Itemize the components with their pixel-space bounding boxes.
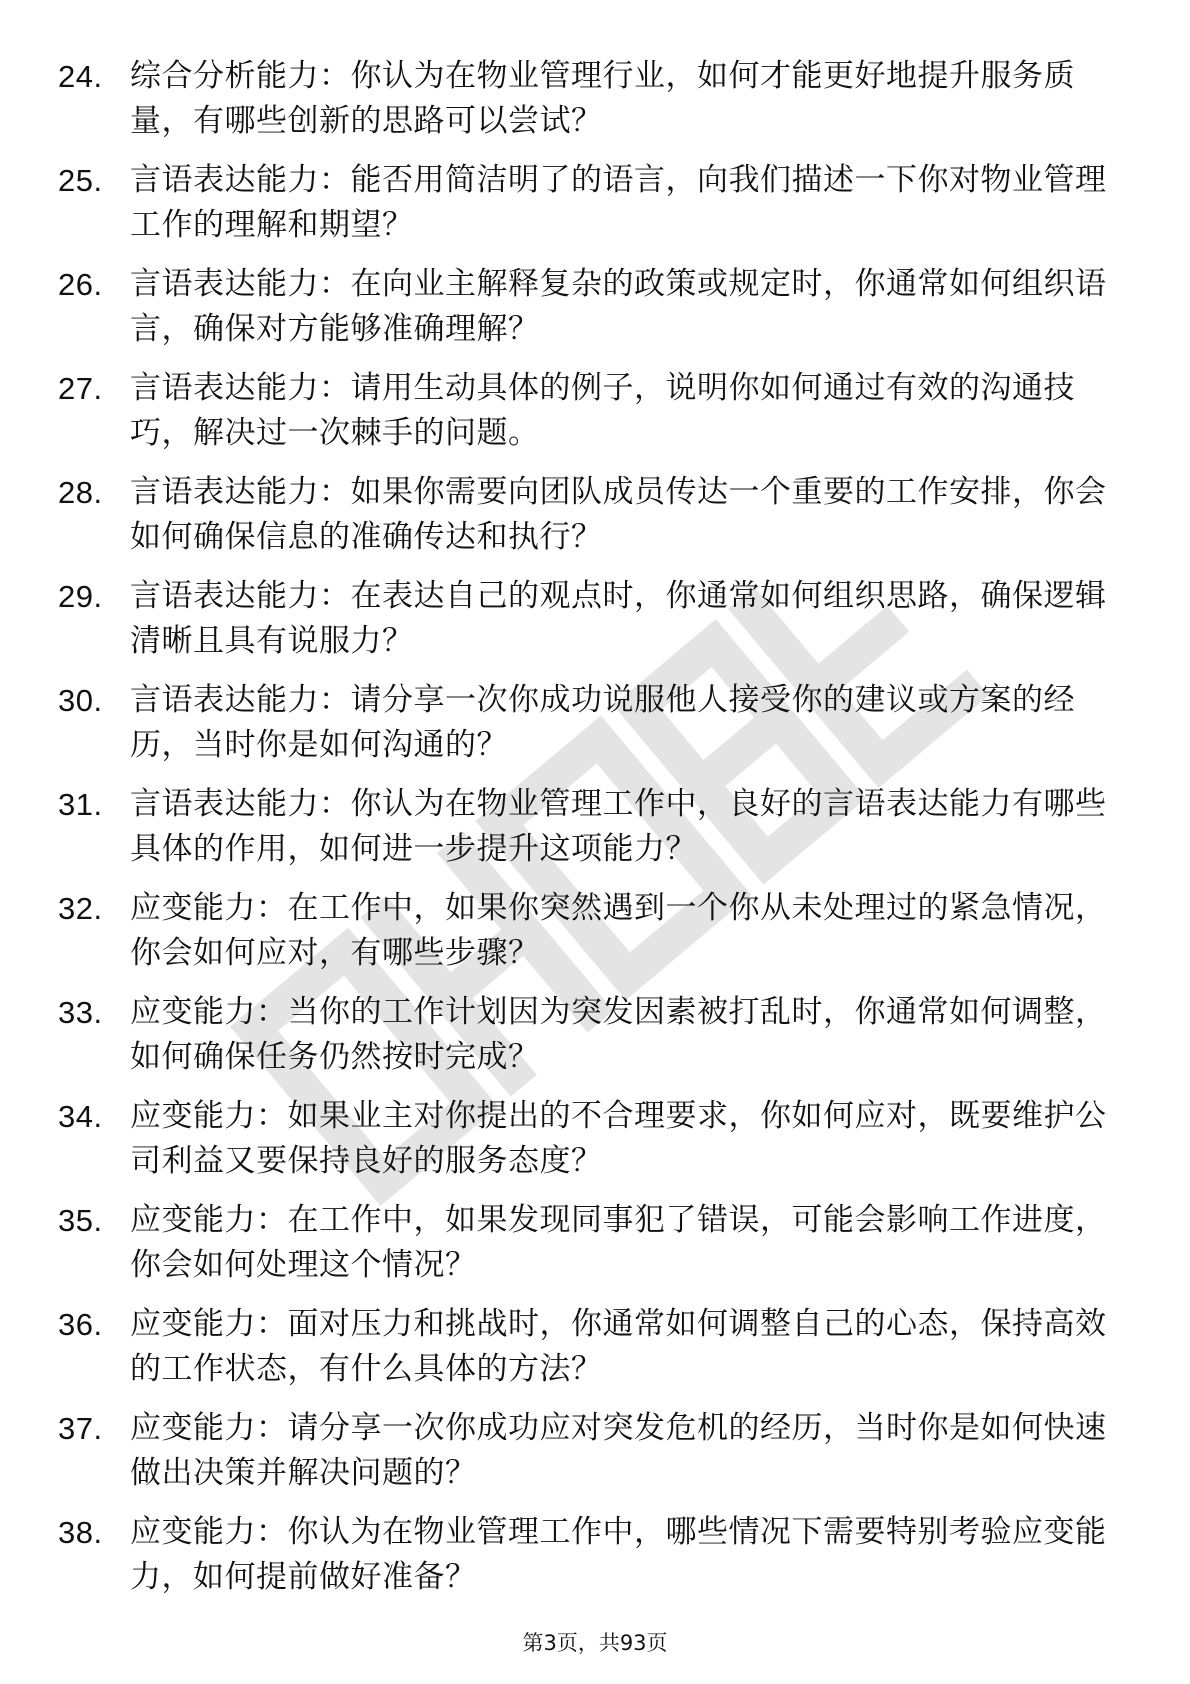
question-text: 应变能力：请分享一次你成功应对突发危机的经历，当时你是如何快速做出决策并解决问题的？ (130, 1410, 1107, 1491)
question-item (58, 1198, 1118, 1302)
question-number: 35. (58, 1203, 103, 1238)
question-number: 26. (58, 267, 103, 302)
question-text: 言语表达能力：在向业主解释复杂的政策或规定时，你通常如何组织语言，确保对方能够准确理解？ (130, 266, 1107, 347)
question-text: 应变能力：如果业主对你提出的不合理要求，你如何应对，既要维护公司利益又要保持良好的服务态度？ (130, 1098, 1107, 1179)
question-number: 33. (58, 995, 103, 1030)
question-item (58, 1094, 1118, 1198)
question-text: 应变能力：在工作中，如果发现同事犯了错误，可能会影响工作进度，你会如何处理这个情况？ (130, 1202, 1107, 1283)
question-item (58, 54, 1118, 158)
question-text: 综合分析能力：你认为在物业管理行业，如何才能更好地提升服务质量，有哪些创新的思路可以尝试？ (130, 58, 1075, 139)
question-item (58, 262, 1118, 366)
question-text: 言语表达能力：如果你需要向团队成员传达一个重要的工作安排，你会如何确保信息的准确传达和执行？ (130, 474, 1107, 555)
question-item (58, 470, 1118, 574)
question-number: 37. (58, 1411, 103, 1446)
question-number: 29. (58, 579, 103, 614)
question-text: 言语表达能力：请分享一次你成功说服他人接受你的建议或方案的经历，当时你是如何沟通的？ (130, 682, 1075, 763)
question-item (58, 1406, 1118, 1510)
question-text: 言语表达能力：请用生动具体的例子，说明你如何通过有效的沟通技巧，解决过一次棘手的问题。 (130, 370, 1075, 451)
question-text: 应变能力：在工作中，如果你突然遇到一个你从未处理过的紧急情况，你会如何应对，有哪些步骤？ (130, 890, 1107, 971)
question-number: 28. (58, 475, 103, 510)
question-text: 应变能力：你认为在物业管理工作中，哪些情况下需要特别考验应变能力，如何提前做好准备？ (130, 1514, 1107, 1595)
question-item (58, 990, 1118, 1094)
question-number: 32. (58, 891, 103, 926)
question-number: 31. (58, 787, 103, 822)
question-text: 言语表达能力：你认为在物业管理工作中，良好的言语表达能力有哪些具体的作用，如何进一步提升这项能力？ (130, 786, 1107, 867)
question-number: 38. (58, 1515, 103, 1550)
question-number: 36. (58, 1307, 103, 1342)
question-item (58, 782, 1118, 886)
question-list (58, 54, 1118, 1614)
question-text: 言语表达能力：在表达自己的观点时，你通常如何组织思路，确保逻辑清晰且具有说服力？ (130, 578, 1107, 659)
question-number: 25. (58, 163, 103, 198)
question-text: 应变能力：当你的工作计划因为突发因素被打乱时，你通常如何调整，如何确保任务仍然按时完成？ (130, 994, 1107, 1075)
question-number: 27. (58, 371, 103, 406)
question-number: 30. (58, 683, 103, 718)
question-item (58, 1302, 1118, 1406)
question-item (58, 366, 1118, 470)
page-number-footer: 第3页，共93页 (522, 1631, 668, 1655)
question-number: 34. (58, 1099, 103, 1134)
question-item (58, 678, 1118, 782)
question-item (58, 886, 1118, 990)
question-text: 言语表达能力：能否用简洁明了的语言，向我们描述一下你对物业管理工作的理解和期望？ (130, 162, 1107, 243)
question-item (58, 574, 1118, 678)
question-number: 24. (58, 59, 103, 94)
question-item (58, 1510, 1118, 1614)
question-item (58, 158, 1118, 262)
question-text: 应变能力：面对压力和挑战时，你通常如何调整自己的心态，保持高效的工作状态，有什么具体的方法？ (130, 1306, 1107, 1387)
